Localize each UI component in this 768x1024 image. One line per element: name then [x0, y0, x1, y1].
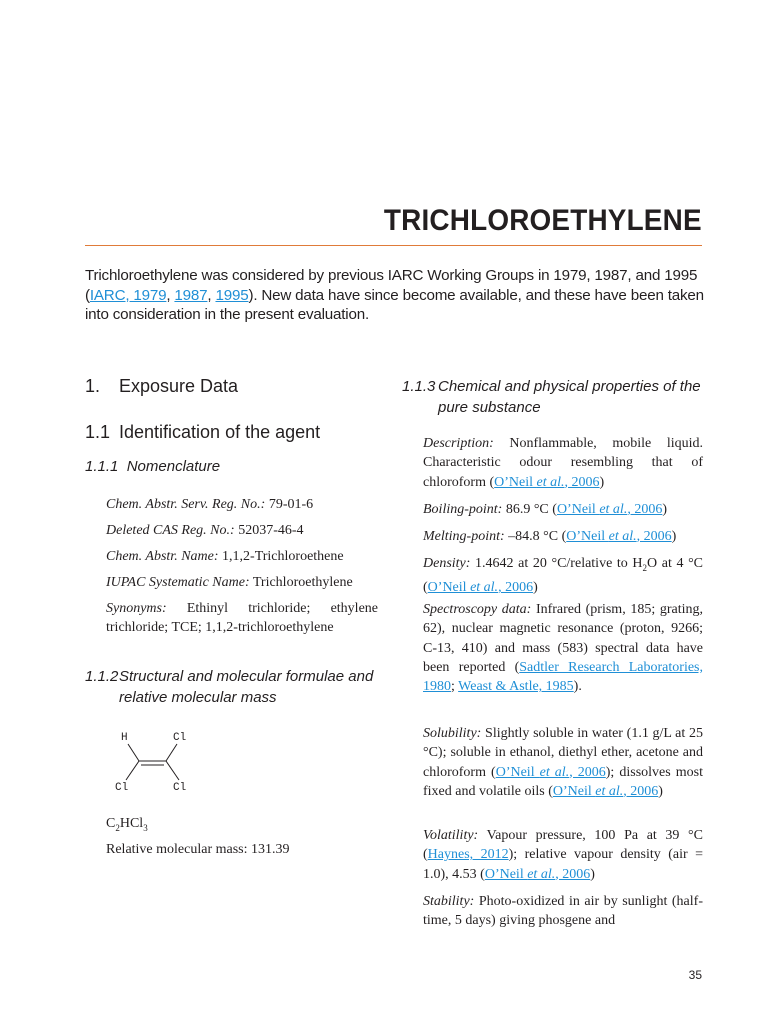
property-boiling-point: [423, 500, 703, 519]
intro-text-a: Trichloroethylene was considered by previous IARC Working Groups in 1979, 1987, and 1995 (: [85, 267, 698, 304]
property-text: ): [662, 502, 667, 517]
section-number: 1.: [85, 376, 101, 396]
bond-line: [166, 761, 179, 780]
property-description: [423, 434, 703, 492]
section-title-line-2: pure substance: [438, 399, 541, 416]
ref-link-oneil-2006[interactable]: O’Neil et al., 2006: [552, 783, 659, 799]
page-title: TRICHLOROETHYLENE: [384, 204, 702, 237]
field-value: 79-01-6: [265, 497, 314, 512]
property-text: Slightly soluble in water (1.1 g/L at 25 °C); soluble in ethanol, diethyl ether, acetone and chloroform (: [423, 726, 703, 780]
field-label: Chem. Abstr. Name:: [106, 549, 219, 564]
ref-link-oneil-2006[interactable]: O’Neil et al., 2006: [494, 474, 600, 490]
formula-part: C: [106, 816, 116, 831]
property-stability: [423, 892, 703, 931]
ref-link-weast-astle-1985[interactable]: Weast & Astle, 1985: [458, 679, 574, 695]
ref-link-haynes-2012[interactable]: Haynes, 2012: [427, 847, 509, 863]
property-text: ): [599, 474, 605, 490]
property-text: ): [590, 866, 595, 882]
intro-paragraph: [85, 266, 710, 325]
intro-text-b: ). New data have since become available, and these have been taken into consideration in the present evaluation.: [85, 286, 704, 323]
section-title: Nomenclature: [126, 458, 221, 475]
property-melting-point: [423, 527, 703, 546]
property-text: Vapour pressure, 100 Pa at 39 °C (: [423, 828, 703, 863]
title-divider: [85, 245, 702, 246]
ref-link-oneil-2006[interactable]: O’Neil et al., 2006: [427, 580, 534, 596]
atom-label-cl-bottom-right: Cl: [173, 782, 187, 794]
subscript: 2: [642, 562, 648, 573]
property-text: Nonflammable, mobile liquid. Characteristic odour resembling that of chloroform (: [423, 436, 703, 490]
property-text: O at 4 °C (: [423, 556, 703, 596]
intro-sep: ,: [166, 286, 175, 304]
nomenclature-iupac-name: [106, 573, 378, 592]
property-text: 86.9 °C (: [502, 502, 557, 517]
property-label: Boiling-point:: [423, 502, 503, 517]
formula-subscript: 3: [143, 822, 148, 833]
property-label: Stability:: [423, 894, 475, 909]
section-title-line-2: relative molecular mass: [119, 689, 277, 706]
property-text: ); dissolves most fixed and volatile oils (: [423, 764, 703, 799]
section-title: Exposure Data: [119, 376, 239, 396]
section-number: 1.1.3: [402, 378, 436, 395]
property-spectroscopy: [423, 600, 703, 696]
section-heading-nomenclature: [85, 458, 220, 475]
ref-link-oneil-2006[interactable]: O’Neil et al., 2006: [495, 764, 606, 780]
molecular-formula: [106, 816, 148, 833]
section-heading-structural-formula: [85, 666, 385, 708]
chemical-structure-diagram: [115, 730, 205, 802]
field-label: IUPAC Systematic Name:: [106, 575, 250, 590]
bond-line: [126, 761, 139, 780]
property-label: Solubility:: [423, 726, 482, 741]
nomenclature-chem-name: [106, 547, 378, 566]
property-density: [423, 554, 703, 597]
section-title-line-1: Chemical and physical properties of the: [438, 378, 701, 395]
field-value: Ethinyl trichloride; ethylene trichloride; TCE; 1,1,2-trichloroethylene: [106, 601, 378, 635]
nomenclature-cas-number: [106, 495, 378, 514]
atom-label-cl-bottom-left: Cl: [115, 782, 129, 794]
field-value: 52037-46-4: [234, 523, 304, 538]
page-number: 35: [688, 968, 702, 982]
section-number: 1.1.2: [85, 668, 119, 685]
nomenclature-synonyms: [106, 599, 378, 637]
property-text: –84.8 °C (: [504, 529, 567, 544]
property-label: Volatility:: [423, 828, 479, 843]
property-solubility: [423, 724, 703, 801]
property-text: ): [533, 580, 538, 596]
atom-label-cl-top: Cl: [173, 732, 187, 744]
ref-link-oneil-2006[interactable]: O’Neil et al., 2006: [556, 502, 663, 517]
property-text: Photo-oxidized in air by sunlight (half-time, 5 days) giving phosgene and: [423, 894, 703, 929]
field-value: 1,1,2-Trichloroethene: [218, 549, 344, 564]
formula-part: HCl: [119, 816, 144, 831]
relative-molecular-mass: Relative molecular mass: 131.39: [106, 842, 290, 857]
section-number: 1.1: [85, 422, 111, 442]
formula-subscript: 2: [115, 822, 120, 833]
section-title: Identification of the agent: [119, 422, 321, 442]
field-value: Trichloroethylene: [249, 575, 353, 590]
intro-sep: ,: [207, 286, 216, 304]
ref-link-oneil-2006[interactable]: O’Neil et al., 2006: [566, 529, 672, 544]
ref-link-iarc-1979[interactable]: IARC, 1979: [89, 286, 167, 304]
bond-line: [166, 744, 177, 761]
section-heading-properties: [402, 376, 702, 418]
field-label: Synonyms:: [106, 601, 167, 616]
ref-link-1987[interactable]: 1987: [174, 286, 208, 304]
section-title-line-1: Structural and molecular formulae and: [119, 668, 374, 685]
property-text: Infrared (prism, 185; grating, 62), nuclear magnetic resonance (proton, 9266; C-13, 410) and mass (583) spectral data have been reported (: [423, 602, 703, 675]
property-text: ): [658, 783, 663, 799]
property-text: ;: [451, 679, 459, 695]
ref-link-1995[interactable]: 1995: [215, 286, 249, 304]
property-text: ); relative vapour density (air = 1.0), 4.53 (: [423, 847, 703, 882]
section-heading-identification: [85, 422, 320, 443]
nomenclature-deleted-cas: [106, 521, 378, 540]
property-label: Spectroscopy data:: [423, 602, 532, 617]
property-label: Melting-point:: [423, 529, 505, 544]
property-volatility: [423, 826, 703, 884]
section-number: 1.1.1: [85, 458, 119, 475]
ref-link-sadtler-1980[interactable]: Sadtler Research Laboratories, 1980: [423, 659, 703, 695]
atom-label-h: H: [121, 732, 128, 744]
property-label: Density:: [423, 556, 471, 571]
field-label: Deleted CAS Reg. No.:: [106, 523, 235, 538]
section-heading-exposure-data: [85, 376, 238, 397]
ref-link-oneil-2006[interactable]: O’Neil et al., 2006: [484, 866, 591, 882]
bond-line: [128, 744, 139, 761]
property-text: ).: [573, 679, 582, 695]
property-label: Description:: [423, 436, 494, 451]
property-text: 1.4642 at 20 °C/relative to H: [470, 556, 643, 571]
field-label: Chem. Abstr. Serv. Reg. No.:: [106, 497, 266, 512]
property-text: ): [671, 529, 677, 544]
